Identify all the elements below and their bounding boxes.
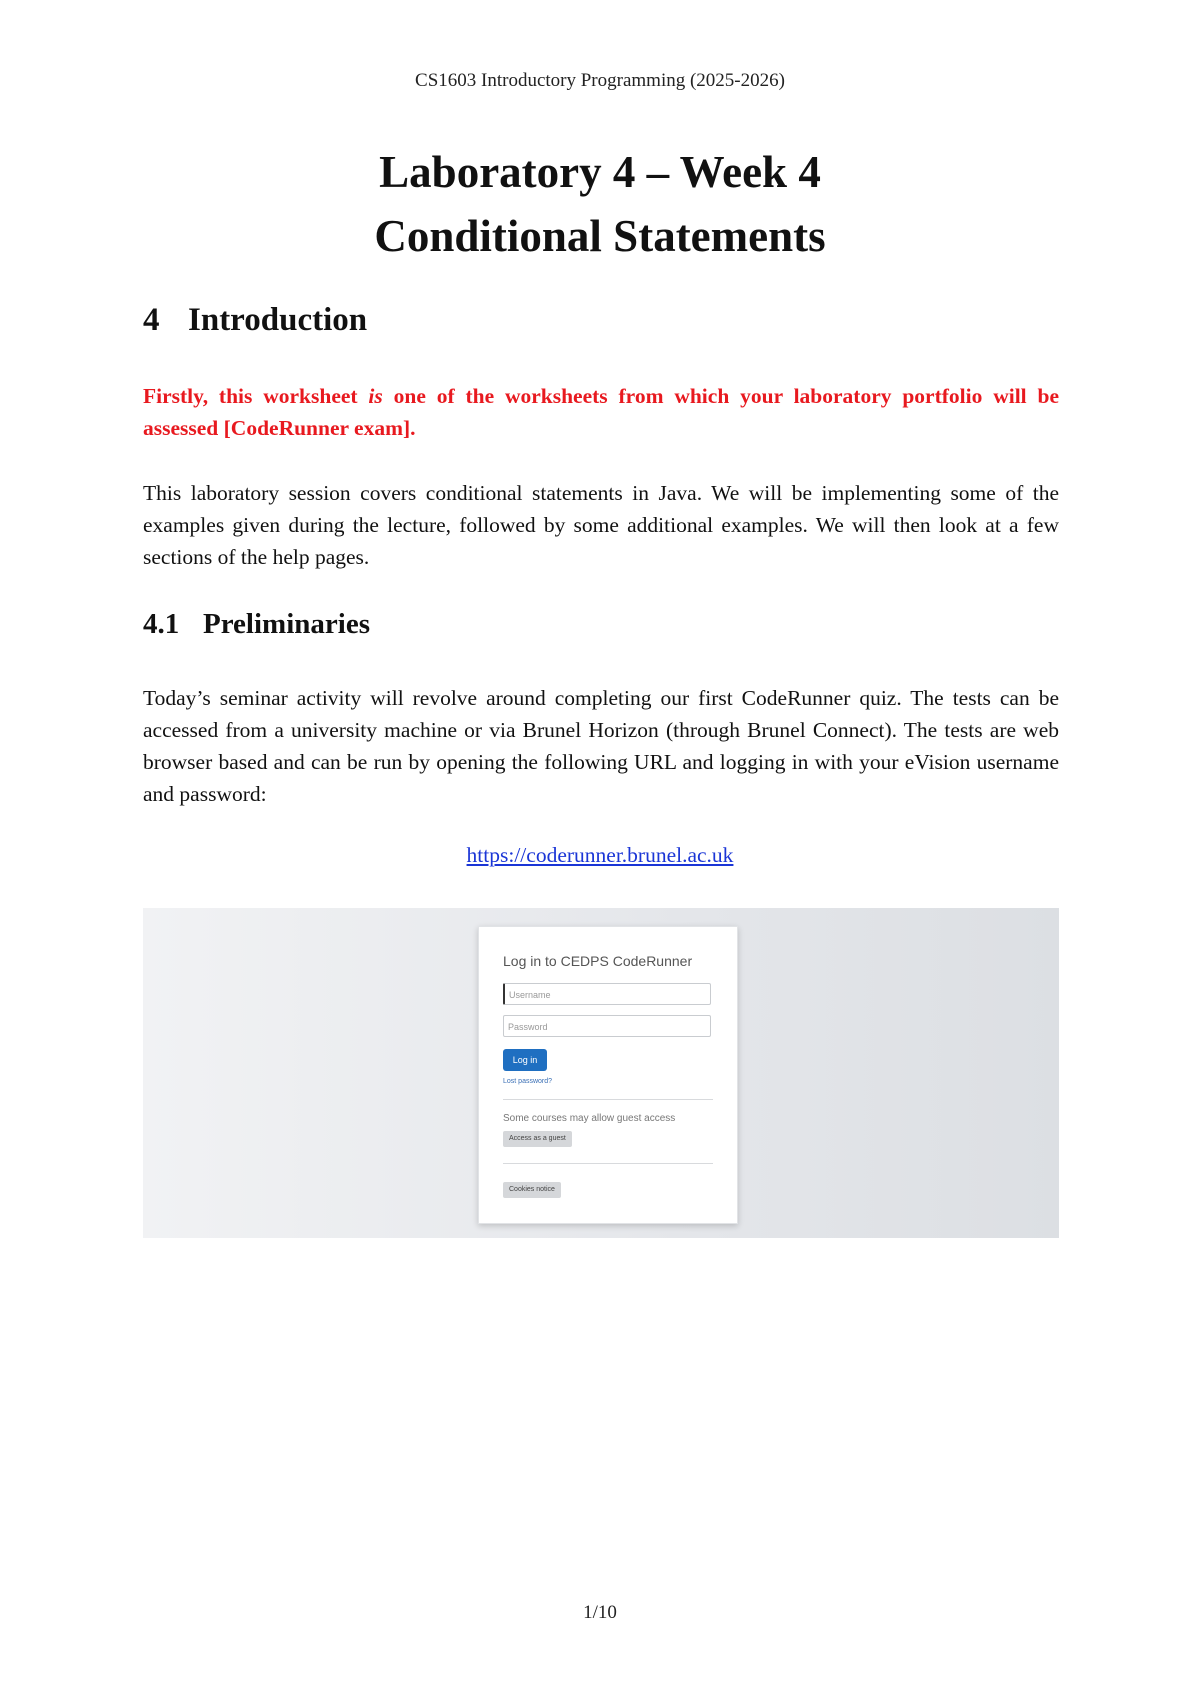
section-number: 4 (143, 302, 160, 338)
login-card (478, 926, 738, 1224)
coderunner-link[interactable]: https://coderunner.brunel.ac.uk (466, 843, 734, 867)
title-line-1: Laboratory 4 – Week 4 (379, 147, 821, 197)
section-heading-introduction (143, 300, 367, 340)
section-title: Introduction (188, 302, 368, 338)
login-divider (503, 1163, 713, 1164)
subsection-number: 4.1 (143, 608, 180, 640)
intro-paragraph: This laboratory session covers conditional statements in Java. We will be implementing some of the examples given during the lecture, followed by some additional examples. We will then look at a few sections of the help pages. (143, 481, 1059, 569)
guest-access-text: Some courses may allow guest access (503, 1113, 676, 1124)
lost-password-link[interactable]: Lost password? (503, 1078, 553, 1085)
assessment-notice (143, 380, 1059, 444)
page-number: 1/10 (583, 1602, 617, 1623)
login-screenshot-figure (143, 908, 1059, 1238)
guest-access-button[interactable]: Access as a guest (503, 1131, 572, 1147)
subsection-title: Preliminaries (203, 608, 370, 640)
login-button[interactable]: Log in (503, 1049, 547, 1071)
notice-emphasis: is (368, 384, 383, 408)
page-header: CS1603 Introductory Programming (2025-2026) (415, 70, 785, 91)
notice-text-start: Firstly, this worksheet (143, 384, 369, 408)
login-title: Log in to CEDPS CodeRunner (503, 953, 693, 969)
preliminaries-paragraph: Today’s seminar activity will revolve around completing our first CodeRunner quiz. The tests can be accessed from a university machine or via Brunel Horizon (through Brunel Connect). The tests are web browser based and can be run by opening the following URL and logging in with your eVision username and password: (143, 686, 1059, 806)
username-input[interactable]: Username (503, 983, 711, 1005)
title-line-2: Conditional Statements (374, 211, 826, 261)
document-title (0, 140, 1200, 268)
url-line (0, 843, 1200, 868)
login-divider (503, 1099, 713, 1100)
cookies-notice-button[interactable]: Cookies notice (503, 1182, 561, 1198)
section-heading-preliminaries (143, 606, 370, 642)
notice-text-end: one of the worksheets from which your laboratory portfolio will be assessed [CodeRunner exam]. (143, 384, 1059, 440)
password-input[interactable]: Password (503, 1015, 711, 1037)
